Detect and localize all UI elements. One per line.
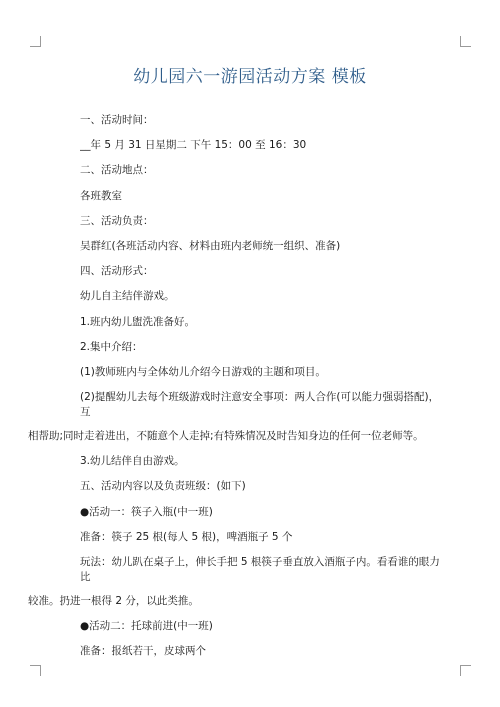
paragraph-step-3: 3.幼儿结伴自由游戏。	[80, 455, 185, 468]
paragraph-activity-two-prep: 准备：报纸若干，皮球两个	[80, 645, 206, 658]
paragraph-section-2-heading: 二、活动地点：	[80, 164, 154, 177]
paragraph-activity-one-rules	[28, 555, 440, 609]
paragraph-step-2-1: (1)教师班内与全体幼儿介绍今日游戏的主题和项目。	[80, 365, 326, 378]
paragraph-section-5-heading: 五、活动内容以及负责班级：(如下)	[80, 480, 246, 493]
paragraph-activity-location: 各班教室	[80, 189, 122, 202]
paragraph-activity-form: 幼儿自主结伴游戏。	[80, 290, 175, 303]
paragraph-activity-one-prep: 准备：筷子 25 根(每人 5 根)，啤酒瓶子 5 个	[80, 530, 293, 543]
document-body	[28, 113, 440, 670]
paragraph-activity-responsible: 吴群红(各班活动内容、材料由班内老师统一组织、准备)	[80, 239, 341, 252]
paragraph-step-2-2	[28, 390, 440, 444]
crop-mark-top-right	[460, 36, 471, 47]
crop-mark-bottom-left	[30, 665, 41, 676]
paragraph-activity-one-title: ●活动一：筷子入瓶(中一班)	[80, 505, 213, 518]
paragraph-step-1: 1.班内幼儿盥洗准备好。	[80, 315, 196, 328]
paragraph-activity-time: __年 5 月 31 日星期二 下午 15：00 至 16：30	[80, 139, 307, 152]
crop-mark-top-left	[30, 36, 41, 47]
paragraph-step-2: 2.集中介绍：	[80, 340, 143, 353]
document-title: 幼儿园六一游园活动方案 模板	[133, 67, 367, 87]
paragraph-activity-one-rules-line-2: 较准。扔进一根得 2 分，以此类推。	[28, 595, 199, 607]
paragraph-step-2-2-line-2: 相帮助;同时走着进出，不随意个人走掉;有特殊情况及时告知身边的任何一位老师等。	[28, 430, 424, 443]
crop-mark-bottom-right	[460, 665, 471, 676]
paragraph-activity-one-rules-line-1: 玩法：幼儿趴在桌子上，伸长手把 5 根筷子垂直放入酒瓶子内。看看谁的眼力比	[80, 556, 440, 583]
paragraph-activity-two-title: ●活动二：托球前进(中一班)	[80, 620, 213, 633]
paragraph-section-3-heading: 三、活动负责：	[80, 214, 154, 227]
paragraph-step-2-2-line-1: (2)提醒幼儿去每个班级游戏时注意安全事项：两人合作(可以能力强弱搭配)，互	[80, 391, 440, 419]
paragraph-section-1-heading: 一、活动时间：	[80, 114, 154, 126]
paragraph-section-4-heading: 四、活动形式：	[80, 265, 154, 278]
